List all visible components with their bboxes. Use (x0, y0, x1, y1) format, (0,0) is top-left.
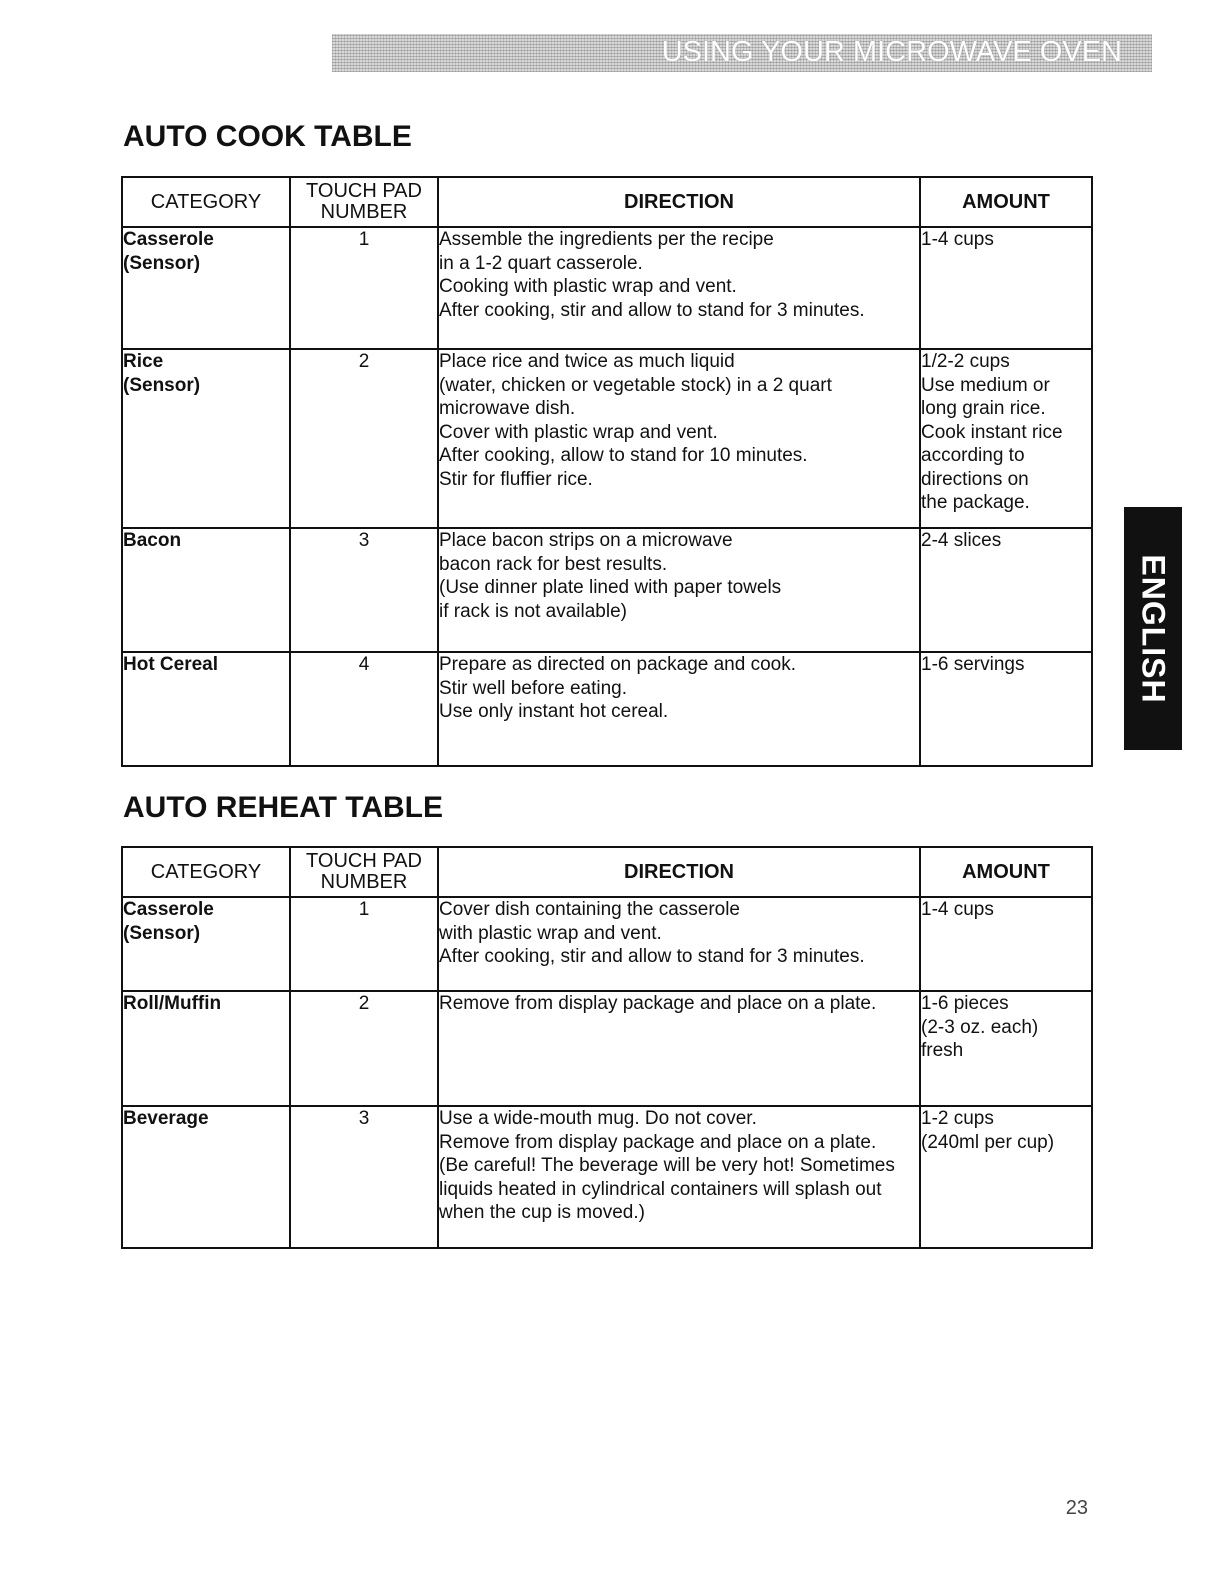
table-header-row (122, 177, 1092, 227)
direction-cell (438, 528, 920, 652)
amount-line: 1-6 servings (921, 654, 1025, 675)
column-header-category: CATEGORY (122, 177, 290, 227)
touch-pad-number: 3 (290, 528, 438, 652)
category-qualifier: (Sensor) (123, 922, 201, 944)
direction-line: microwave dish. (439, 398, 576, 419)
column-header-category: CATEGORY (122, 847, 290, 897)
section-header-title: USING YOUR MICROWAVE OVEN (661, 36, 1122, 68)
amount-line: 1-2 cups (921, 1108, 994, 1129)
category-qualifier: (Sensor) (123, 252, 201, 274)
category-cell (122, 991, 290, 1106)
table-row (122, 528, 1092, 652)
category-name: Rice (123, 351, 164, 372)
amount-line: fresh (921, 1040, 964, 1061)
category-name: Beverage (123, 1108, 209, 1129)
table-row (122, 991, 1092, 1106)
direction-line: After cooking, stir and allow to stand for 3 minutes. (439, 299, 865, 321)
direction-line: Place rice and twice as much liquid (439, 351, 735, 372)
touch-pad-number: 4 (290, 652, 438, 766)
direction-line: Stir well before eating. (439, 677, 627, 699)
category-cell (122, 1106, 290, 1248)
amount-line: directions on (921, 468, 1029, 490)
auto-reheat-table (121, 846, 1093, 1249)
table-row (122, 349, 1092, 528)
category-cell (122, 227, 290, 349)
direction-line: bacon rack for best results. (439, 553, 668, 575)
direction-cell (438, 652, 920, 766)
amount-line: long grain rice. (921, 398, 1046, 419)
auto-cook-title: AUTO COOK TABLE (123, 120, 412, 153)
language-tab (1124, 507, 1182, 750)
amount-line: Cook instant rice (921, 421, 1063, 443)
touch-pad-number: 2 (290, 991, 438, 1106)
amount-line: Use medium or (921, 374, 1050, 396)
direction-line: (Be careful! The beverage will be very hot! Sometimes (439, 1155, 895, 1176)
table-header-row (122, 847, 1092, 897)
amount-line: 1-6 pieces (921, 993, 1009, 1014)
direction-line: when the cup is moved.) (439, 1202, 645, 1223)
direction-line: After cooking, stir and allow to stand for 3 minutes. (439, 946, 865, 967)
amount-line: 2-4 slices (921, 530, 1002, 551)
amount-line: (240ml per cup) (921, 1131, 1055, 1153)
direction-line: Stir for fluffier rice. (439, 468, 593, 490)
category-cell (122, 528, 290, 652)
category-name: Roll/Muffin (123, 993, 222, 1014)
touch-pad-number: 1 (290, 897, 438, 991)
amount-line: the package. (921, 492, 1030, 513)
table-row (122, 227, 1092, 349)
direction-line: Cooking with plastic wrap and vent. (439, 276, 737, 297)
touch-pad-number: 2 (290, 349, 438, 528)
direction-line: Remove from display package and place on a plate. (439, 1131, 877, 1153)
direction-line: Use only instant hot cereal. (439, 701, 669, 722)
direction-line: (Use dinner plate lined with paper towels (439, 577, 782, 598)
amount-cell (920, 897, 1092, 991)
category-name: Casserole (123, 899, 214, 920)
amount-line: according to (921, 445, 1025, 466)
column-header-amount: AMOUNT (920, 847, 1092, 897)
auto-reheat-title: AUTO REHEAT TABLE (123, 791, 443, 824)
direction-cell (438, 1106, 920, 1248)
table-row (122, 897, 1092, 991)
column-header-touch-pad-line2: NUMBER (320, 201, 408, 223)
amount-cell (920, 227, 1092, 349)
auto-cook-table (121, 176, 1093, 767)
direction-line: (water, chicken or vegetable stock) in a 2 quart (439, 374, 832, 396)
direction-line: Prepare as directed on package and cook. (439, 654, 797, 675)
category-name: Bacon (123, 530, 182, 551)
table-row (122, 1106, 1092, 1248)
touch-pad-number: 3 (290, 1106, 438, 1248)
column-header-touch-pad (290, 177, 438, 227)
direction-line: with plastic wrap and vent. (439, 922, 662, 944)
page-number: 23 (1065, 1497, 1088, 1519)
direction-line: if rack is not available) (439, 600, 627, 622)
direction-line: Place bacon strips on a microwave (439, 530, 733, 551)
direction-line: Use a wide-mouth mug. Do not cover. (439, 1108, 757, 1129)
category-cell (122, 349, 290, 528)
direction-line: Remove from display package and place on a plate. (439, 993, 877, 1014)
direction-cell (438, 227, 920, 349)
direction-line: in a 1-2 quart casserole. (439, 252, 643, 274)
column-header-direction: DIRECTION (438, 177, 920, 227)
category-cell (122, 897, 290, 991)
column-header-direction: DIRECTION (438, 847, 920, 897)
direction-cell (438, 897, 920, 991)
direction-line: After cooking, allow to stand for 10 minutes. (439, 445, 808, 466)
amount-cell (920, 349, 1092, 528)
amount-cell (920, 1106, 1092, 1248)
language-tab-label: ENGLISH (1135, 553, 1172, 704)
amount-line: (2-3 oz. each) (921, 1016, 1039, 1038)
direction-cell (438, 349, 920, 528)
touch-pad-number: 1 (290, 227, 438, 349)
category-name: Casserole (123, 229, 214, 250)
amount-cell (920, 528, 1092, 652)
direction-cell (438, 991, 920, 1106)
column-header-touch-pad-line2: NUMBER (320, 871, 408, 893)
direction-line: Cover with plastic wrap and vent. (439, 421, 718, 443)
category-qualifier: (Sensor) (123, 374, 201, 396)
column-header-touch-pad (290, 847, 438, 897)
column-header-touch-pad-line1: TOUCH PAD (306, 850, 422, 872)
amount-cell (920, 991, 1092, 1106)
amount-line: 1-4 cups (921, 229, 994, 250)
direction-line: liquids heated in cylindrical containers will splash out (439, 1178, 882, 1200)
amount-line: 1-4 cups (921, 899, 994, 920)
column-header-touch-pad-line1: TOUCH PAD (306, 180, 422, 202)
table-row (122, 652, 1092, 766)
amount-line: 1/2-2 cups (921, 351, 1010, 372)
amount-cell (920, 652, 1092, 766)
column-header-amount: AMOUNT (920, 177, 1092, 227)
category-cell (122, 652, 290, 766)
category-name: Hot Cereal (123, 654, 219, 675)
section-header-band (332, 34, 1152, 72)
direction-line: Cover dish containing the casserole (439, 899, 741, 920)
direction-line: Assemble the ingredients per the recipe (439, 229, 774, 250)
